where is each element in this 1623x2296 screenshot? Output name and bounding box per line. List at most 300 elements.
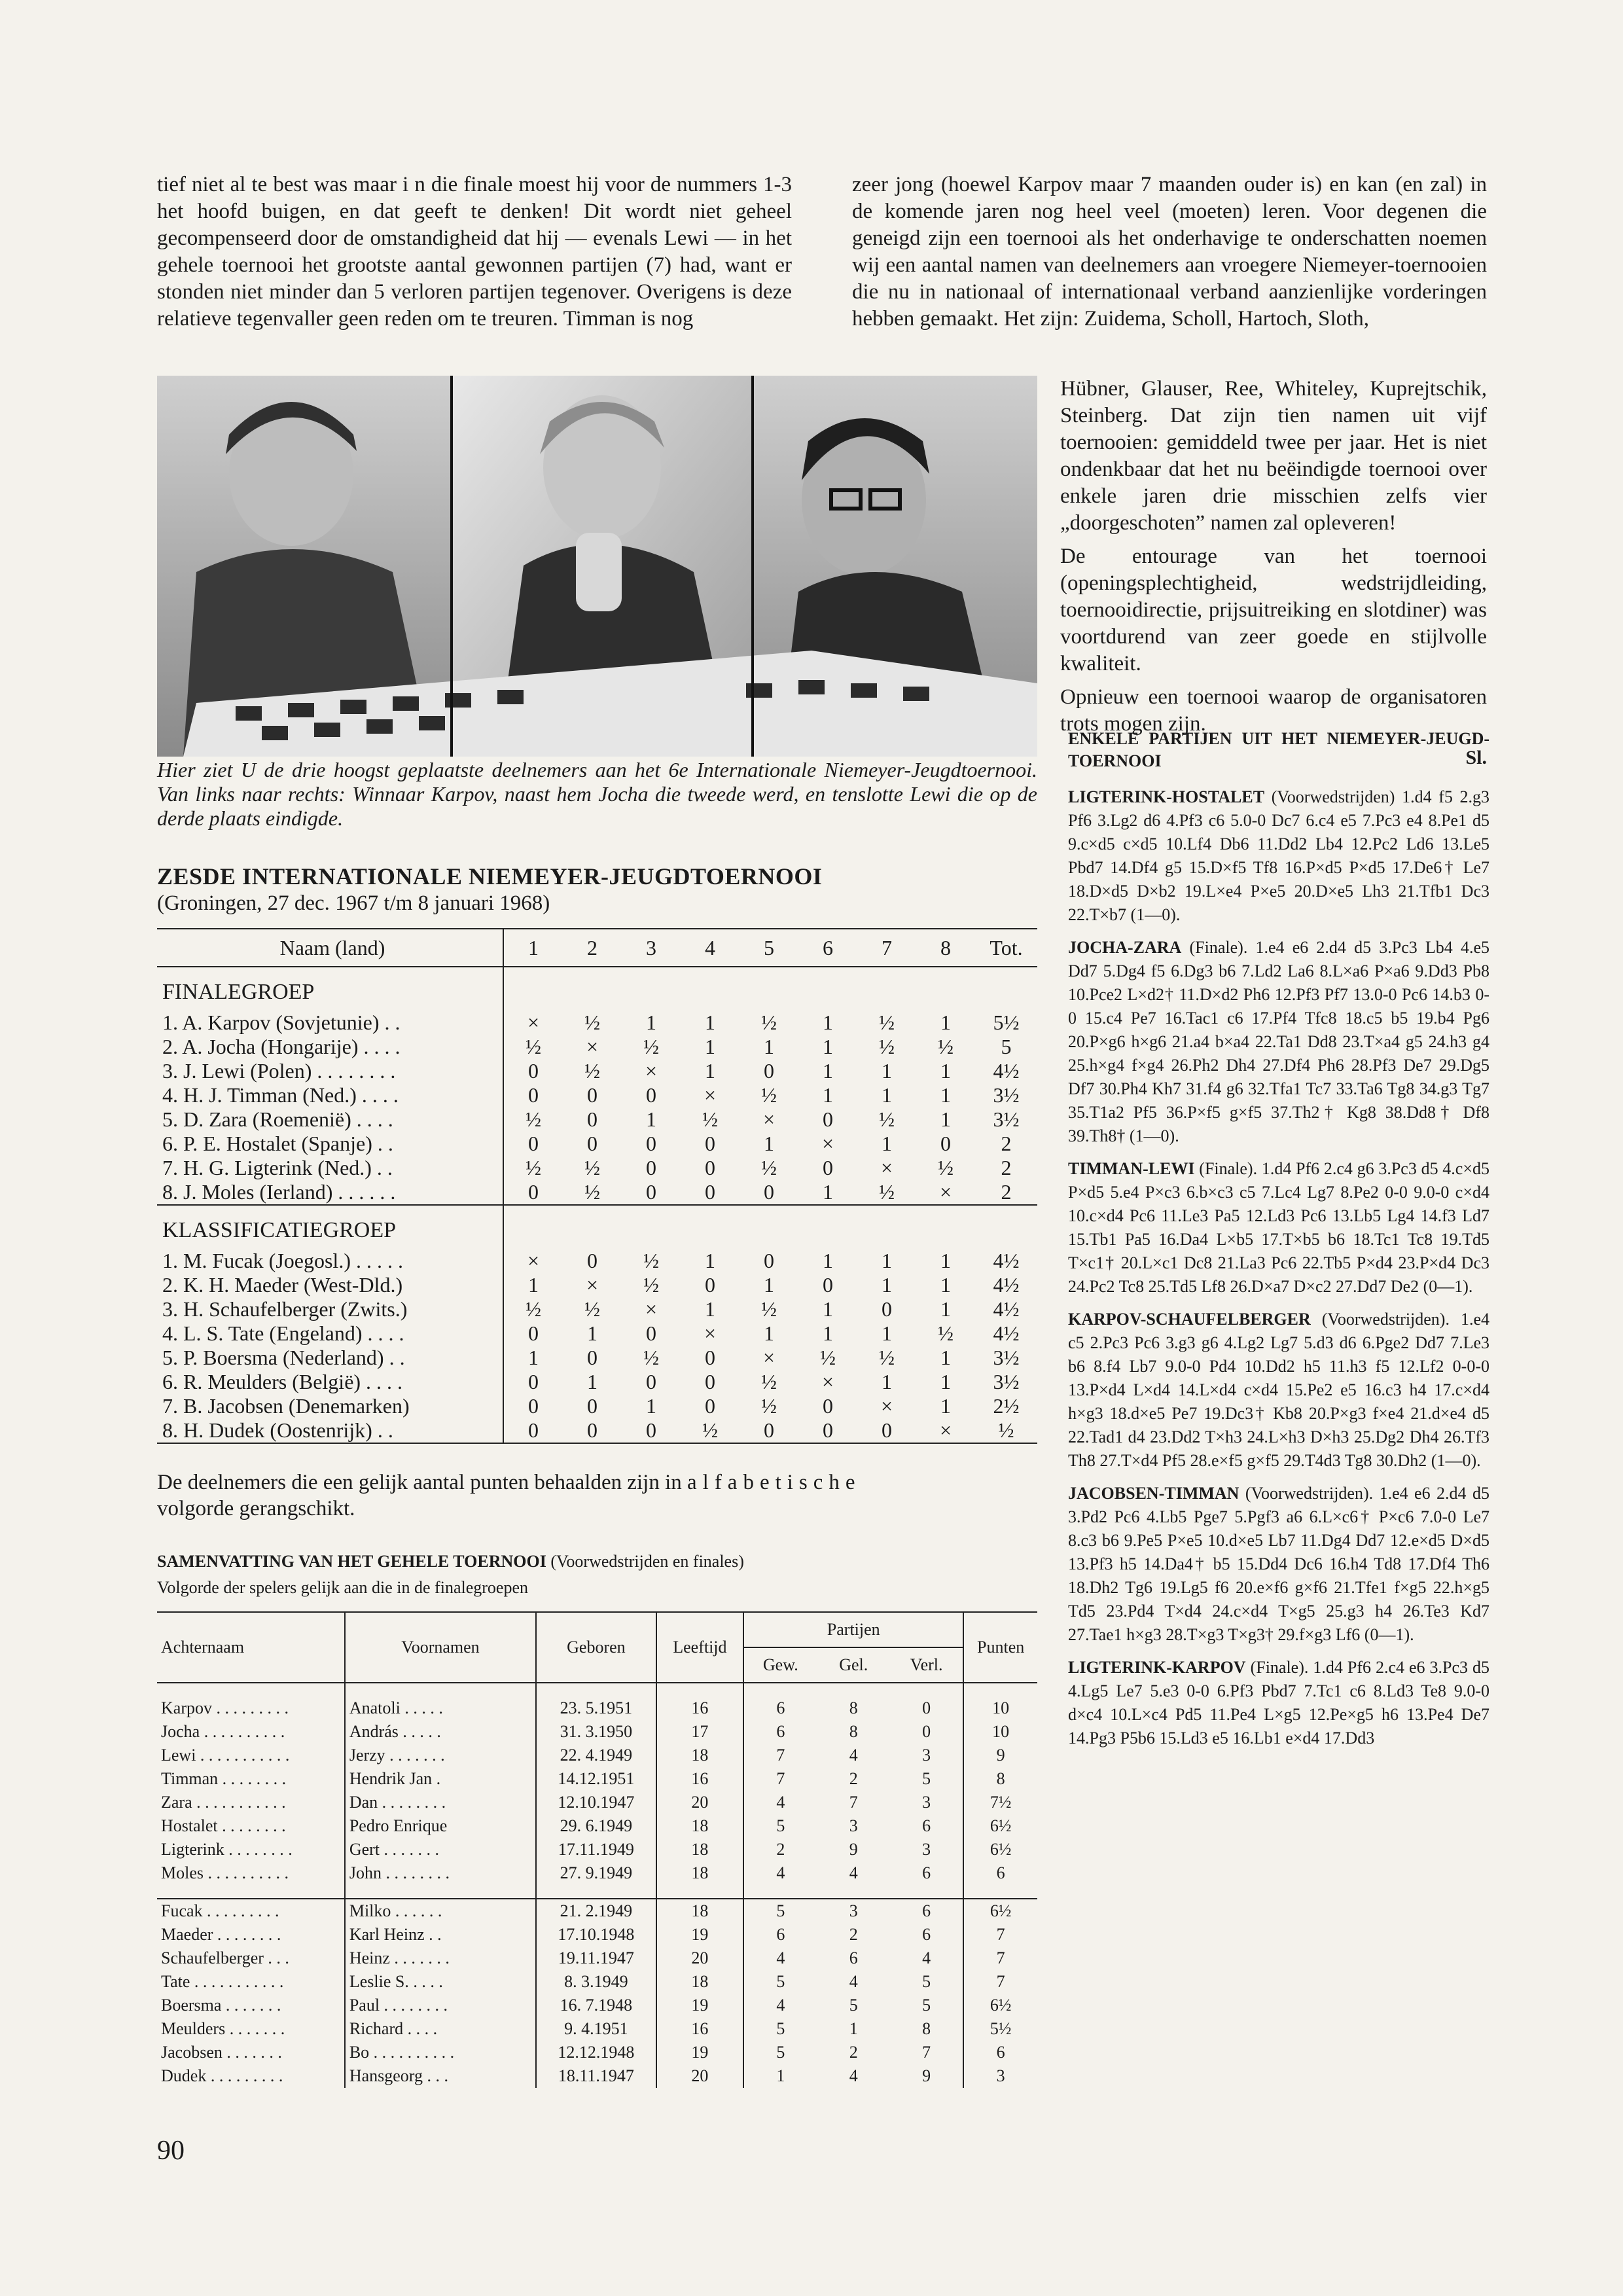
crosstable-header-row: [157, 929, 1037, 967]
score-cell: ½: [584, 1297, 600, 1321]
score-cell: 1: [940, 1346, 951, 1369]
col-geboren: Geboren: [536, 1612, 656, 1683]
results-subtitle: (Groningen, 27 dec. 1967 t/m 8 januari 1968): [157, 891, 550, 915]
surname-cell: Moles . . . . . . . . . .: [161, 1863, 289, 1882]
game-moves: 1.e4 c5 2.Pc3 Pc6 3.g3 g6 4.Lg2 Lg7 5.d3 d6 6.Pge2 Dd7 7.Le3 b6 8.f4 Lb7 9.0-0 Pd4 10.Dd2 h5 11.h3 f5 12.Lf2 0-0-0 13.P×d4 L×d4 14.L×d4 c×d4 15.Pe2 e5 16.c3 h4 17.c×d4 h×g3 18.d×e5 Pe7 19.Dc3† Kb8 20.P×g3 f×e4 21.d×e4 d5 22.Tad1 d4 23.Dd2 T×h3 24.L×h3 D×h3 25.Dg2 Dh4 26.Tf3 Th8 27.T×d4 Pf5 28.e×f5 g×f5 29.T4d3 Tg8 30.Dh2 (1—0).: [1068, 1310, 1489, 1470]
firstname-cell: Karl Heinz . .: [345, 1923, 536, 1946]
game-title: KARPOV-SCHAUFELBERGER: [1068, 1310, 1311, 1329]
score-cell: 1: [646, 1107, 656, 1131]
score-cell: 1: [882, 1321, 892, 1345]
player-row: [157, 1249, 1037, 1273]
score-cell: 1: [882, 1249, 892, 1272]
firstname-cell: András . . . . .: [345, 1720, 536, 1744]
born-cell: 9. 4.1951: [536, 2017, 656, 2041]
intro-paragraph-closing: Opnieuw een toernooi waarop de organisatoren trots mogen zijn.: [1060, 685, 1487, 736]
points-cell: 10: [963, 1720, 1037, 1744]
game-note: (Finale).: [1189, 938, 1248, 957]
summary-row: [157, 2041, 1037, 2064]
player-name: 8. H. Dudek (Oostenrijk) . .: [157, 1418, 503, 1443]
total-cell: 4½: [993, 1297, 1020, 1321]
score-cell: 0: [705, 1273, 715, 1297]
age-cell: 20: [656, 1946, 744, 1970]
summary-row: [157, 1814, 1037, 1838]
player-row: [157, 1321, 1037, 1346]
firstname-cell: Leslie S. . . . .: [345, 1970, 536, 1994]
age-cell: 16: [656, 1696, 744, 1720]
age-cell: 18: [656, 1814, 744, 1838]
summary-title-note: (Voorwedstrijden en finales): [550, 1552, 744, 1571]
total-cell: 2½: [993, 1394, 1020, 1418]
player-row: [157, 1156, 1037, 1180]
total-cell: 4½: [993, 1059, 1020, 1083]
score-cell: ½: [643, 1346, 659, 1369]
score-cell: ×: [586, 1035, 599, 1058]
score-cell: ½: [503, 1156, 563, 1180]
score-cell: 1: [705, 1297, 715, 1321]
game-moves: 1.d4 f5 2.g3 Pf6 3.Lg2 d6 4.Pf3 c6 5.0-0 Dc7 6.c4 e5 7.Pc3 e4 8.Pe1 d5 9.c×d5 c×d5 10.Lf4 Db6 11.Dd2 Lb4 12.Pc2 Ld6 13.Le5 Pbd7 14.Df4 g5 15.D×f5 Tf8 16.P×d5 P×d5 17.De6† Le7 18.D×d5 D×b2 19.L×e4 P×e5 20.D×e5 Lh3 21.Tfb1 Dc3 22.T×b7 (1—0).: [1068, 787, 1490, 924]
firstname-cell: Milko . . . . . .: [345, 1899, 536, 1923]
score-cell: ×: [645, 1059, 658, 1083]
group-label-row: [157, 967, 1037, 1011]
score-cell: 1: [503, 1346, 563, 1370]
born-cell: 21. 2.1949: [536, 1899, 656, 1923]
drawn-cell: 9: [849, 1840, 858, 1859]
player-row: [157, 1083, 1037, 1107]
col-partijen: Partijen: [743, 1612, 963, 1647]
score-cell: ½: [503, 1107, 563, 1132]
players-photo-illustration: [157, 376, 1037, 757]
score-cell: ×: [645, 1297, 658, 1321]
score-cell: 1: [882, 1273, 892, 1297]
score-cell: 1: [940, 1394, 951, 1418]
won-cell: 4: [743, 1791, 817, 1814]
score-cell: 0: [587, 1394, 597, 1418]
age-cell: 19: [656, 1923, 744, 1946]
surname-cell: Karpov . . . . . . . . .: [161, 1698, 289, 1717]
score-cell: ½: [503, 1035, 563, 1059]
score-cell: ½: [879, 1346, 895, 1369]
player-name: 5. P. Boersma (Nederland) . .: [162, 1346, 405, 1369]
score-cell: 1: [940, 1249, 951, 1272]
lost-cell: 3: [922, 1746, 931, 1765]
results-title: ZESDE INTERNATIONALE NIEMEYER-JEUGDTOERNOOI: [157, 863, 823, 889]
surname-cell: Tate . . . . . . . . . . .: [161, 1972, 284, 1991]
lost-cell: 0: [922, 1698, 931, 1717]
header-col: 6: [798, 929, 857, 967]
score-cell: 1: [823, 1180, 833, 1204]
intro-right-text: zeer jong (hoewel Karpov maar 7 maanden ouder is) en kan (en zal) in de komende jaren nog heel veel (moeten) leren. Voor degenen die geneigd zijn een toernooi als het onderhavige te onderschatten noemen wij een aantal namen van deelnemers aan vroegere Niemeyer-toernooien die nu in nationaal of internationaal verband aanzienlijke vorderingen hebben gemaakt. Het zijn: Zuidema, Scholl, Hartoch, Sloth,: [852, 173, 1487, 331]
surname-cell: Zara . . . . . . . . . . .: [161, 1793, 286, 1812]
lost-cell: 9: [922, 2066, 931, 2085]
firstname-cell: John . . . . . . . .: [345, 1861, 536, 1885]
score-cell: 1: [705, 1035, 715, 1058]
score-cell: 0: [857, 1418, 916, 1443]
score-cell: 1: [646, 1394, 656, 1418]
won-cell: 7: [743, 1767, 817, 1791]
score-cell: 0: [764, 1180, 774, 1204]
drawn-cell: 2: [849, 1769, 858, 1788]
total-cell: 2: [1001, 1132, 1012, 1155]
crosstable: [157, 928, 1037, 1444]
score-cell: 1: [646, 1011, 656, 1034]
score-cell: 0: [764, 1249, 774, 1272]
game-entry: [1068, 785, 1489, 927]
won-cell: 2: [743, 1838, 817, 1861]
score-cell: 0: [563, 1418, 622, 1443]
surname-cell: Maeder . . . . . . . .: [161, 1925, 281, 1944]
summary-row: [157, 1899, 1037, 1923]
game-title: TIMMAN-LEWI: [1068, 1159, 1195, 1178]
score-cell: 0: [503, 1418, 563, 1443]
score-cell: 0: [940, 1132, 951, 1155]
won-cell: 4: [743, 1994, 817, 2017]
drawn-cell: 4: [849, 1746, 858, 1765]
won-cell: 5: [743, 1899, 817, 1923]
score-cell: 1: [823, 1059, 833, 1083]
score-cell: 1: [587, 1321, 597, 1345]
points-cell: 5½: [963, 2017, 1037, 2041]
summary-row: [157, 1923, 1037, 1946]
player-row: [157, 1346, 1037, 1370]
total-cell: 4½: [993, 1273, 1020, 1297]
total-cell: 4½: [993, 1249, 1020, 1272]
won-cell: 6: [743, 1696, 817, 1720]
summary-row: [157, 1791, 1037, 1814]
total-cell: 3½: [993, 1083, 1020, 1107]
points-cell: 6½: [963, 1838, 1037, 1861]
game-entry: [1068, 1482, 1489, 1647]
game-moves: 1.e4 e6 2.d4 d5 3.Pc3 Lb4 4.e5 Dd7 5.Dg4 f5 6.Dg3 b6 7.Ld2 La6 8.L×a6 P×a6 9.Dd3 Pb8 10.Pce2 L×d2† 11.D×d2 Ph6 12.Pf3 Pf7 13.0-0 Pc6 14.b3 0-0 15.c4 Pe7 16.Tac1 c6 17.Pf4 Tfc8 18.c5 b5 19.b4 Pg6 20.P×g6 h×g6 21.a4 b×a4 22.Ta1 Dd8 23.T×a4 g5 24.h3 g4 25.h×g4 f×g4 26.Ph2 Dh4 27.Df4 Ph6 28.Pf3 De7 29.Dg5 Df7 30.Ph4 Kh7 31.f4 g6 32.Tfa1 Tc7 33.Ta6 Tg8 34.g3 Tg7 35.T1a2 Pf5 36.P×f5 g×f5 37.Th2† Kg8 38.Dd8† Df8 39.Th8† (1—0).: [1068, 938, 1489, 1145]
score-cell: ½: [938, 1156, 954, 1179]
player-name: 6. P. E. Hostalet (Spanje) . .: [162, 1132, 393, 1155]
surname-cell: Fucak . . . . . . . . .: [157, 1899, 345, 1923]
score-cell: 1: [705, 1249, 715, 1272]
score-cell: 1: [940, 1011, 951, 1034]
won-cell: 7: [743, 1744, 817, 1767]
lost-cell: 6: [922, 1925, 931, 1944]
score-cell: 0: [503, 1370, 563, 1394]
age-cell: 18: [656, 1970, 744, 1994]
score-cell: 0: [622, 1418, 681, 1443]
summary-row: [157, 1838, 1037, 1861]
score-cell: ½: [702, 1107, 718, 1131]
score-cell: ×: [586, 1273, 599, 1297]
game-note: (Voorwedstrijden).: [1245, 1484, 1374, 1503]
score-cell: 0: [646, 1321, 656, 1345]
score-cell: 1: [823, 1249, 833, 1272]
firstname-cell: Hansgeorg . . .: [345, 2064, 536, 2088]
score-cell: 0: [764, 1059, 774, 1083]
won-cell: 6: [743, 1923, 817, 1946]
score-cell: ½: [503, 1297, 563, 1321]
drawn-cell: 5: [849, 1996, 858, 2015]
drawn-cell: 3: [817, 1899, 890, 1923]
age-cell: 18: [656, 1838, 744, 1861]
game-title: JOCHA-ZARA: [1068, 938, 1182, 957]
score-cell: 0: [503, 1059, 563, 1083]
born-cell: 16. 7.1948: [536, 1994, 656, 2017]
score-cell: ½: [584, 1059, 600, 1083]
score-cell: ×: [939, 1180, 952, 1204]
total-cell: 3½: [993, 1370, 1020, 1393]
note-text: De deelnemers die een gelijk aantal punten behaalden zijn in: [157, 1471, 682, 1494]
intro-right-continuation: [1060, 376, 1487, 771]
summary-header-row: [157, 1612, 1037, 1647]
surname-cell: Timman . . . . . . . .: [161, 1769, 287, 1788]
games-section: [1068, 728, 1489, 1759]
col-achternaam: Achternaam: [157, 1612, 345, 1683]
crosstable-body: [157, 967, 1037, 1443]
firstname-cell: Hendrik Jan .: [345, 1767, 536, 1791]
player-name: 6. R. Meulders (België) . . . .: [162, 1370, 403, 1393]
score-cell: 0: [705, 1132, 715, 1155]
born-cell: 17.11.1949: [536, 1838, 656, 1861]
score-cell: ½: [761, 1156, 777, 1179]
header-col: 5: [740, 929, 798, 967]
age-cell: 19: [656, 2041, 744, 2064]
score-cell: ½: [879, 1035, 895, 1058]
intro-paragraph-names: Hübner, Glauser, Ree, Whiteley, Kuprejtschik, Steinberg. Dat zijn tien namen uit vijf toernooien: gemiddeld twee per jaar. Het is niet ondenkbaar dat het nu beëindigde toernooi over enkele jaren drie misschien zelfs vier „doorgeschoten” namen zal opleveren!: [1060, 377, 1487, 535]
game-title: JACOBSEN-TIMMAN: [1068, 1484, 1240, 1503]
score-cell: 1: [764, 1132, 774, 1155]
score-cell: 0: [705, 1180, 715, 1204]
score-cell: 0: [503, 1321, 563, 1346]
summary-row: [157, 1994, 1037, 2017]
player-name: 4. H. J. Timman (Ned.) . . . .: [162, 1083, 399, 1107]
score-cell: 1: [882, 1083, 892, 1107]
player-name: 7. B. Jacobsen (Denemarken): [162, 1394, 410, 1418]
score-cell: ½: [879, 1011, 895, 1034]
score-cell: 1: [823, 1297, 833, 1321]
score-cell: ×: [503, 1249, 563, 1273]
firstname-cell: Anatoli . . . . .: [345, 1696, 536, 1720]
surname-cell: Ligterink . . . . . . . .: [161, 1840, 293, 1859]
score-cell: ½: [938, 1321, 954, 1345]
player-name: 4. L. S. Tate (Engeland) . . . .: [162, 1321, 404, 1345]
spacer-row: [157, 1683, 1037, 1696]
born-cell: 17.10.1948: [536, 1923, 656, 1946]
lost-cell: 5: [922, 1769, 931, 1788]
summary-row: [157, 1946, 1037, 1970]
drawn-cell: 8: [849, 1698, 858, 1717]
points-cell: 6: [963, 2041, 1037, 2064]
score-cell: 0: [882, 1297, 892, 1321]
score-cell: 0: [823, 1394, 833, 1418]
player-row: [157, 1107, 1037, 1132]
score-cell: ½: [643, 1273, 659, 1297]
born-cell: 12.12.1948: [536, 2041, 656, 2064]
age-cell: 19: [656, 1994, 744, 2017]
score-cell: 1: [823, 1035, 833, 1058]
drawn-cell: 6: [849, 1948, 858, 1967]
score-cell: ×: [704, 1321, 717, 1345]
drawn-cell: 4: [849, 2066, 858, 2085]
age-cell: 18: [656, 1899, 744, 1923]
points-cell: 6: [963, 1861, 1037, 1885]
score-cell: ×: [821, 1132, 834, 1155]
drawn-cell: 8: [849, 1722, 858, 1741]
won-cell: 1: [743, 2064, 817, 2088]
total-cell: 2: [1001, 1180, 1012, 1204]
summary-title-text: SAMENVATTING VAN HET GEHELE TOERNOOI: [157, 1552, 546, 1571]
score-cell: 0: [705, 1394, 715, 1418]
won-cell: 5: [743, 2041, 817, 2064]
total-cell: ½: [975, 1418, 1037, 1443]
born-cell: 12.10.1947: [536, 1791, 656, 1814]
game-note: (Finale).: [1250, 1658, 1309, 1677]
game-entry: [1068, 1308, 1489, 1473]
player-name: 3. J. Lewi (Polen) . . . . . . . .: [162, 1059, 396, 1083]
surname-cell: Lewi . . . . . . . . . . .: [161, 1746, 290, 1765]
score-cell: ×: [916, 1418, 975, 1443]
score-cell: ×: [762, 1346, 776, 1369]
score-cell: 1: [823, 1083, 833, 1107]
player-row: [157, 1180, 1037, 1205]
player-name: 8. J. Moles (Ierland) . . . . . .: [162, 1180, 396, 1204]
points-cell: 7: [963, 1970, 1037, 1994]
ranking-note: [157, 1469, 1037, 1522]
lost-cell: 6: [922, 1863, 931, 1882]
group-label-row: [157, 1205, 1037, 1249]
score-cell: ½: [584, 1180, 600, 1204]
score-cell: 0: [646, 1132, 656, 1155]
score-cell: 1: [764, 1035, 774, 1058]
player-row: [157, 1273, 1037, 1297]
score-cell: ×: [762, 1107, 776, 1131]
score-cell: 0: [705, 1346, 715, 1369]
summary-row: [157, 2064, 1037, 2088]
firstname-cell: Heinz . . . . . . .: [345, 1946, 536, 1970]
points-cell: 10: [963, 1696, 1037, 1720]
born-cell: 18.11.1947: [536, 2064, 656, 2088]
score-cell: 0: [823, 1273, 833, 1297]
lost-cell: 0: [922, 1722, 931, 1741]
lost-cell: 6: [890, 1899, 963, 1923]
born-cell: 31. 3.1950: [536, 1720, 656, 1744]
total-cell: 4½: [993, 1321, 1020, 1345]
surname-cell: Schaufelberger . . .: [161, 1948, 289, 1967]
player-row: [157, 1370, 1037, 1394]
score-cell: 1: [705, 1059, 715, 1083]
points-cell: 7: [963, 1946, 1037, 1970]
games-heading: ENKELE PARTIJEN UIT HET NIEMEYER-JEUGD-TOERNOOI: [1068, 729, 1489, 770]
header-col: 7: [857, 929, 916, 967]
player-row: [157, 1059, 1037, 1083]
score-cell: 1: [882, 1132, 892, 1155]
score-cell: 1: [705, 1011, 715, 1034]
score-cell: 0: [646, 1083, 656, 1107]
score-cell: 0: [646, 1370, 656, 1393]
firstname-cell: Jerzy . . . . . . .: [345, 1744, 536, 1767]
score-cell: ½: [938, 1035, 954, 1058]
group-label: KLASSIFICATIEGROEP: [157, 1205, 503, 1249]
drawn-cell: 2: [849, 2043, 858, 2062]
author-signature: Sl.: [1465, 747, 1487, 768]
score-cell: 1: [764, 1273, 774, 1297]
game-entry: [1068, 1157, 1489, 1299]
won-cell: 6: [743, 1720, 817, 1744]
score-cell: ½: [879, 1180, 895, 1204]
firstname-cell: Gert . . . . . . .: [345, 1838, 536, 1861]
intro-paragraph-entourage: De entourage van het toernooi (openingsplechtigheid, wedstrijdleiding, toernooidirectie, prijsuitreiking en slotdiner) was voortdurend van zeer goede en stijlvolle kwaliteit.: [1060, 545, 1487, 675]
intro-left-text: tief niet al te best was maar i n die finale moest hij voor de nummers 1-3 het hoofd buigen, en dat geeft te denken! Dit wordt niet geheel gecompenseerd door de omstandigheid dat hij — evenals Lewi — in het gehele toernooi het grootste aantal gewonnen partijen (7) had, want er stonden niet minder dan 5 verloren partijen tegenover. Overigens is deze relatieve tegenvaller geen reden om te treuren. Timman is nog: [157, 173, 792, 331]
col-verl: Verl.: [890, 1647, 963, 1683]
score-cell: 1: [823, 1321, 833, 1345]
score-cell: 1: [940, 1083, 951, 1107]
drawn-cell: 4: [849, 1863, 858, 1882]
summary-row: [157, 2017, 1037, 2041]
points-cell: 7: [963, 1923, 1037, 1946]
firstname-cell: Dan . . . . . . . .: [345, 1791, 536, 1814]
player-row: [157, 1394, 1037, 1418]
lost-cell: 4: [922, 1948, 931, 1967]
lost-cell: 5: [922, 1972, 931, 1991]
player-name: 5. D. Zara (Roemenië) . . . .: [162, 1107, 393, 1131]
score-cell: 0: [503, 1394, 563, 1418]
lost-cell: 6: [922, 1816, 931, 1835]
score-cell: 1: [882, 1059, 892, 1083]
total-cell: 5½: [993, 1011, 1020, 1034]
score-cell: ½: [879, 1107, 895, 1131]
player-row: [157, 1297, 1037, 1321]
summary-row: [157, 1970, 1037, 1994]
score-cell: 0: [823, 1156, 833, 1179]
born-cell: 22. 4.1949: [536, 1744, 656, 1767]
game-note: (Voorwedstrijden).: [1321, 1310, 1450, 1329]
summary-row: [157, 1861, 1037, 1885]
game-title: LIGTERINK-HOSTALET: [1068, 787, 1265, 806]
surname-cell: Boersma . . . . . . .: [161, 1996, 281, 2015]
player-row: [157, 1035, 1037, 1059]
header-col: 8: [916, 929, 975, 967]
note-emphasis: alfabetische: [687, 1471, 861, 1494]
score-cell: 0: [587, 1083, 597, 1107]
score-cell: 1: [940, 1370, 951, 1393]
score-cell: ½: [761, 1297, 777, 1321]
surname-cell: Hostalet . . . . . . . .: [161, 1816, 286, 1835]
game-moves: 1.e4 e6 2.d4 d5 3.Pd2 Pc6 4.Lb5 Pge7 5.Pgf3 a6 6.L×c6† P×c6 7.0-0 Le7 8.c3 b6 9.Pe5 P×e5 10.d×e5 Lb7 11.Dg4 Dd7 12.e×d5 D×d5 13.Pf3 h5 14.Da4† b5 15.Dd4 Dc6 16.h4 Td8 17.Df4 Th6 18.Dh2 Tg6 19.Lg5 f6 20.e×f6 g×f6 21.Tfe1 f×g5 22.h×g5 Td5 23.Pd4 T×d4 24.c×d4 T×g5 25.g3 h4 26.Te3 Kd7 27.Tae1 h×g3 28.T×g3 T×g3† 29.f×g3 Lf6 (0—1).: [1068, 1484, 1489, 1644]
games-list: [1068, 785, 1489, 1750]
total-cell: 3½: [993, 1107, 1020, 1131]
surname-cell: Jacobsen . . . . . . .: [161, 2043, 282, 2062]
score-cell: ×: [880, 1394, 893, 1418]
player-row: [157, 1011, 1037, 1035]
score-cell: ×: [821, 1370, 834, 1393]
players-photo: [157, 376, 1037, 757]
score-cell: ×: [503, 1011, 563, 1035]
age-cell: 16: [656, 1767, 744, 1791]
drawn-cell: 4: [849, 1972, 858, 1991]
surname-cell: Jocha . . . . . . . . . .: [161, 1722, 285, 1741]
summary-table: [157, 1611, 1037, 2088]
score-cell: 1: [940, 1107, 951, 1131]
page-number: 90: [157, 2136, 185, 2166]
group-label: FINALEGROEP: [162, 980, 315, 1004]
lost-cell: 5: [922, 1996, 931, 2015]
summary-row: [157, 1744, 1037, 1767]
score-cell: 0: [587, 1107, 597, 1131]
score-cell: ½: [643, 1249, 659, 1272]
score-cell: 0: [798, 1418, 857, 1443]
lost-cell: 7: [922, 2043, 931, 2062]
score-cell: 0: [740, 1418, 798, 1443]
summary-subtitle: Volgorde der spelers gelijk aan die in de finalegroepen: [157, 1578, 528, 1597]
score-cell: 1: [882, 1370, 892, 1393]
points-cell: 6½: [963, 1994, 1037, 2017]
points-cell: 8: [963, 1767, 1037, 1791]
score-cell: ½: [761, 1394, 777, 1418]
score-cell: 0: [587, 1249, 597, 1272]
